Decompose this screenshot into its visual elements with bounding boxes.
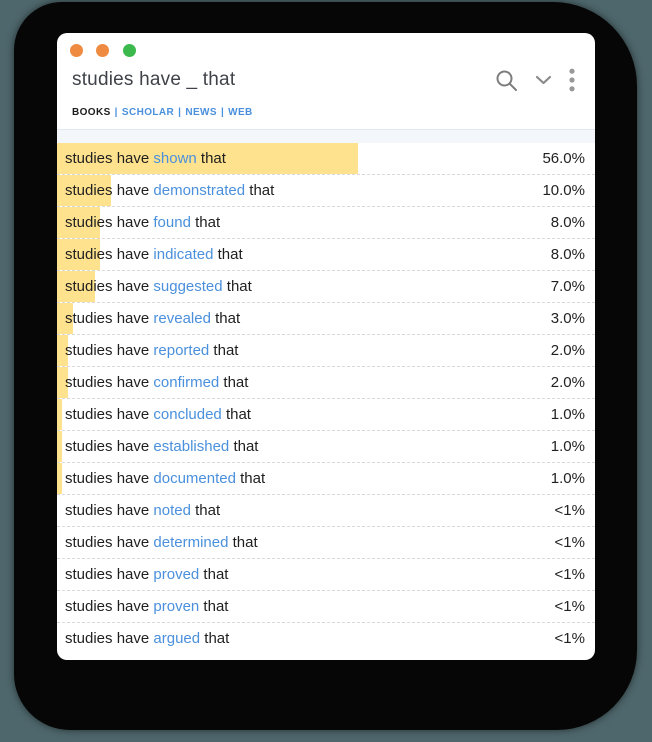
phrase-after: that [200, 630, 230, 647]
phrase-filled-word: found [153, 214, 191, 231]
result-row-shown[interactable] [57, 143, 595, 175]
result-percentage: 1.0% [550, 406, 585, 423]
result-percentage: 10.0% [542, 182, 585, 199]
phrase-before: studies have [65, 278, 154, 295]
result-row-proven[interactable] [57, 591, 595, 623]
result-phrase [57, 367, 595, 398]
result-row-confirmed[interactable] [57, 367, 595, 399]
phrase-before: studies have [65, 566, 154, 583]
traffic-light-zoom[interactable] [123, 44, 136, 57]
search-bar [57, 57, 595, 92]
phrase-before: studies have [65, 150, 154, 167]
result-percentage: 3.0% [550, 310, 585, 327]
result-phrase [57, 623, 595, 654]
phrase-filled-word: revealed [153, 310, 211, 327]
phrase-before: studies have [65, 342, 154, 359]
result-percentage: <1% [554, 598, 585, 615]
traffic-light-close[interactable] [70, 44, 83, 57]
phrase-after: that [228, 534, 258, 551]
phrase-before: studies have [65, 374, 154, 391]
phrase-after: that [219, 374, 249, 391]
result-row-argued[interactable] [57, 623, 595, 655]
result-percentage: 1.0% [550, 470, 585, 487]
app-window [57, 33, 595, 660]
results-list [57, 143, 595, 655]
phrase-filled-word: determined [153, 534, 229, 551]
result-phrase [57, 335, 595, 366]
phrase-after: that [196, 150, 226, 167]
phrase-after: that [210, 310, 241, 327]
phrase-filled-word: confirmed [153, 374, 220, 391]
phrase-before: studies have [65, 598, 154, 615]
tab-web[interactable]: WEB [228, 107, 253, 118]
result-percentage: 7.0% [550, 278, 585, 295]
phrase-after: that [235, 470, 266, 487]
traffic-light-minimize[interactable] [96, 44, 109, 57]
result-phrase [57, 143, 595, 174]
tab-separator: | [114, 107, 118, 118]
result-phrase [57, 271, 595, 302]
phrase-filled-word: established [153, 438, 230, 455]
result-row-suggested[interactable] [57, 271, 595, 303]
phrase-filled-word: argued [153, 630, 201, 647]
result-phrase [57, 559, 595, 590]
results-header-band [57, 129, 595, 143]
phrase-filled-word: documented [153, 470, 236, 487]
phrase-after: that [222, 278, 252, 295]
result-percentage: 2.0% [550, 342, 585, 359]
tab-separator: | [178, 107, 182, 118]
result-percentage: 2.0% [550, 374, 585, 391]
result-percentage: <1% [554, 534, 585, 551]
result-row-proved[interactable] [57, 559, 595, 591]
tab-news[interactable]: NEWS [185, 107, 217, 118]
result-row-noted[interactable] [57, 495, 595, 527]
phrase-filled-word: reported [153, 342, 210, 359]
phrase-filled-word: concluded [153, 406, 222, 423]
result-phrase [57, 495, 595, 526]
phrase-filled-word: suggested [153, 278, 223, 295]
chevron-down-icon[interactable] [535, 75, 552, 85]
phrase-before: studies have [65, 502, 154, 519]
phrase-filled-word: demonstrated [153, 182, 246, 199]
window-titlebar [57, 33, 595, 57]
phrase-before: studies have [65, 470, 154, 487]
result-phrase [57, 591, 595, 622]
phrase-filled-word: noted [153, 502, 191, 519]
result-percentage: <1% [554, 502, 585, 519]
search-input[interactable]: studies have _ that [72, 69, 236, 90]
phrase-after: that [229, 438, 259, 455]
result-phrase [57, 303, 595, 334]
result-percentage: 8.0% [550, 246, 585, 263]
result-phrase [57, 207, 595, 238]
phrase-before: studies have [65, 534, 154, 551]
result-row-determined[interactable] [57, 527, 595, 559]
result-row-found[interactable] [57, 207, 595, 239]
phrase-after: that [199, 598, 229, 615]
phrase-after: that [209, 342, 239, 359]
result-row-revealed[interactable] [57, 303, 595, 335]
result-row-indicated[interactable] [57, 239, 595, 271]
result-row-established[interactable] [57, 431, 595, 463]
phrase-before: studies have [65, 214, 154, 231]
tab-books[interactable]: BOOKS [72, 107, 111, 118]
phrase-after: that [199, 566, 229, 583]
phrase-filled-word: indicated [153, 246, 214, 263]
result-phrase [57, 527, 595, 558]
phrase-before: studies have [65, 310, 154, 327]
result-percentage: <1% [554, 566, 585, 583]
phrase-after: that [221, 406, 251, 423]
result-row-reported[interactable] [57, 335, 595, 367]
phrase-before: studies have [65, 630, 154, 647]
phrase-after: that [190, 502, 221, 519]
phrase-after: that [213, 246, 243, 263]
result-row-demonstrated[interactable] [57, 175, 595, 207]
phrase-after: that [190, 214, 221, 231]
phrase-before: studies have [65, 246, 154, 263]
result-row-concluded[interactable] [57, 399, 595, 431]
phrase-before: studies have [65, 438, 154, 455]
phrase-filled-word: proven [153, 598, 200, 615]
result-row-documented[interactable] [57, 463, 595, 495]
phrase-before: studies have [65, 406, 154, 423]
phrase-after: that [245, 182, 275, 199]
phrase-filled-word: shown [153, 150, 197, 167]
result-phrase [57, 431, 595, 462]
result-phrase [57, 175, 595, 206]
tab-scholar[interactable]: SCHOLAR [121, 107, 175, 118]
result-percentage: 56.0% [542, 150, 585, 167]
result-percentage: 1.0% [550, 438, 585, 455]
kebab-menu-icon[interactable] [569, 68, 575, 92]
result-phrase [57, 239, 595, 270]
phrase-filled-word: proved [153, 566, 200, 583]
result-phrase [57, 463, 595, 494]
tab-separator: | [220, 107, 225, 118]
result-percentage: <1% [554, 630, 585, 647]
search-icon[interactable] [495, 69, 518, 92]
corpus-tabs [57, 92, 595, 119]
phrase-before: studies have [65, 182, 154, 199]
result-percentage: 8.0% [550, 214, 585, 231]
result-phrase [57, 399, 595, 430]
